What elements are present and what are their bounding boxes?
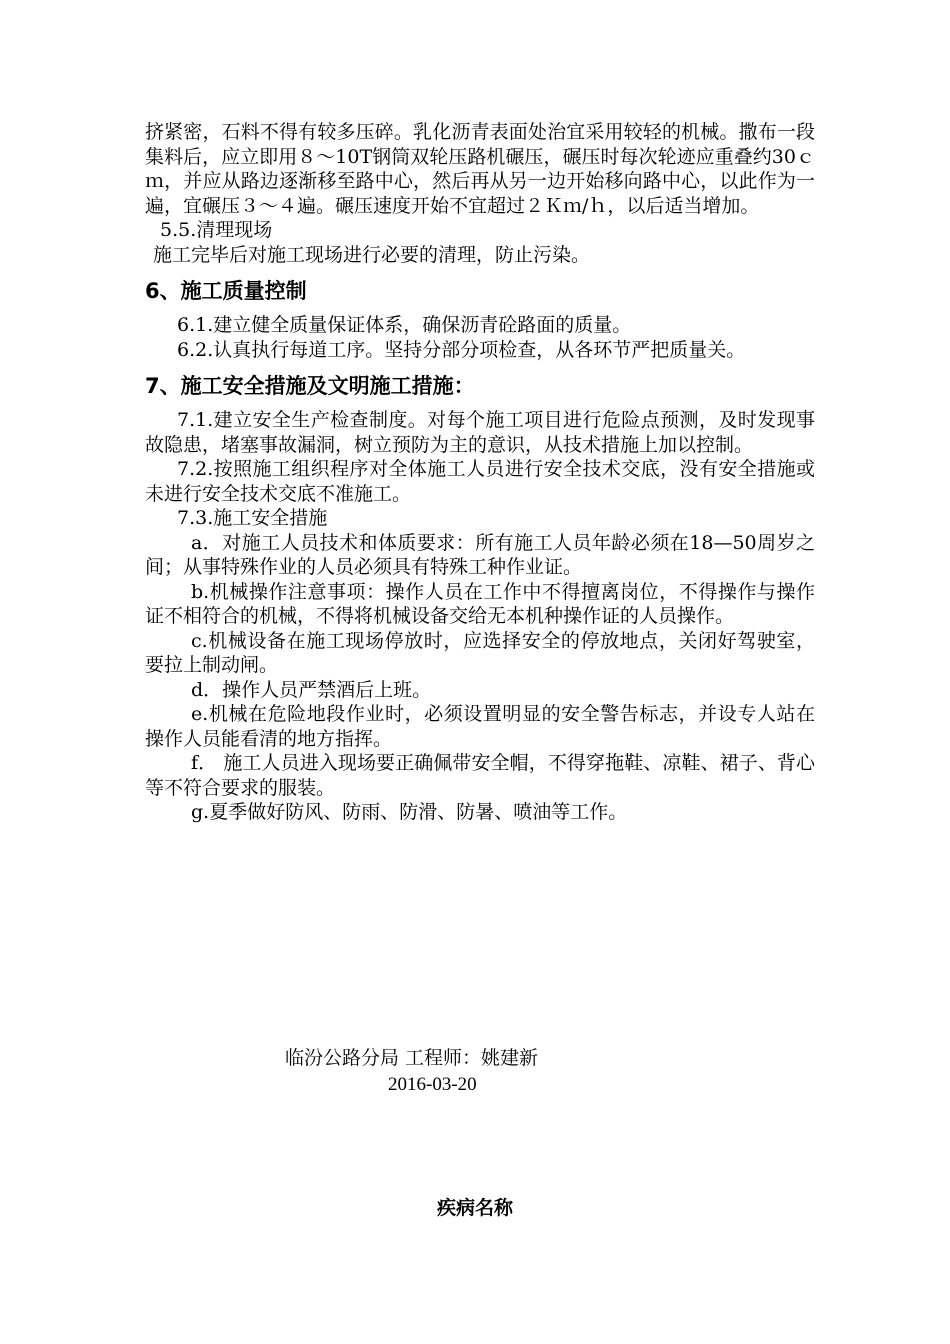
section-7-sub-b: b.机械操作注意事项：操作人员在工作中不得擅离岗位，不得操作与操作证不相符合的机械，不得将机械设备交给无本机种操作证的人员操作。 [145,580,815,627]
section-6-heading: 6、施工质量控制 [145,279,307,303]
section-7-sub-e: e.机械在危险地段作业时，必须设置明显的安全警告标志，并设专人站在操作人员能看清的地方指挥。 [145,703,815,750]
section-7-sub-c: c.机械设备在施工现场停放时，应选择安全的停放地点，关闭好驾驶室，要拉上制动闸。 [145,629,815,676]
footer-title: 疾病名称 [436,1197,513,1219]
section-7-sub-a: a．对施工人员技术和体质要求：所有施工人员年龄必须在18—50周岁之间；从事特殊作业的人员必须具有特殊工种作业证。 [145,531,815,578]
section-7-sub-d: d．操作人员严禁酒后上班。 [191,678,432,701]
document-body [145,120,815,825]
section-7-item-1: 7.1.建立安全生产检查制度。对每个施工项目进行危险点预测，及时发现事故隐患，堵塞事故漏洞，树立预防为主的意识，从技术措施上加以控制。 [145,409,815,456]
section-7-sub-g: g.夏季做好防风、防雨、防滑、防暑、喷油等工作。 [191,801,628,823]
section-6-item-1: 6.1.建立健全质量保证体系，确保沥青砼路面的质量。 [177,314,632,336]
signature-date: 2016-03-20 [388,1074,477,1095]
intro-paragraph: 挤紧密，石料不得有较多压碎。乳化沥青表面处治宜采用较轻的机械。撒布一段集料后，应立即用８～10T钢筒双轮压路机碾压，碾压时每次轮迹应重叠约30ｃｍ，并应从路边逐渐移至路中心，然后再从另一边开始移向路中心，以此作为一遍，宜碾压３～４遍。碾压速度开始不宜超过２Ｋｍ/ｈ，以后适当增加。 [145,121,815,217]
item-5-5-text: 施工完毕后对施工现场进行必要的清理，防止污染。 [153,243,591,266]
section-7-heading: 7、施工安全措施及文明施工措施： [145,374,475,398]
section-7-item-2: 7.2.按照施工组织程序对全体施工人员进行安全技术交底，没有安全措施或未进行安全技术交底不准施工。 [145,458,815,505]
signature-line: 临汾公路分局 工程师：姚建新 [285,1047,539,1069]
section-6-item-2: 6.2.认真执行每道工序。坚持分部分项检查，从各环节严把质量关。 [177,338,746,361]
section-7-item-3: 7.3.施工安全措施 [177,507,328,529]
item-5-5-title: 5.5.清理现场 [160,219,273,241]
section-7-sub-f: f． 施工人员进入现场要正确佩带安全帽，不得穿拖鞋、凉鞋、裙子、背心等不符合要求的服装。 [145,752,815,799]
